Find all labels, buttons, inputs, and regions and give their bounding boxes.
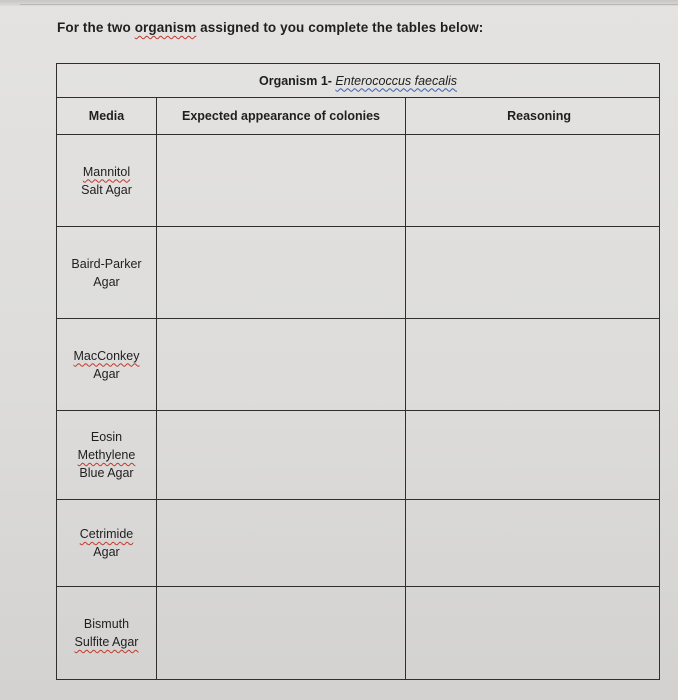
media-line: Blue Agar xyxy=(79,466,134,480)
media-line: Bismuth xyxy=(83,617,130,631)
expected-appearance-cell[interactable] xyxy=(157,587,406,680)
media-line: Eosin xyxy=(90,430,123,444)
column-header-reasoning: Reasoning xyxy=(406,98,660,135)
reasoning-cell[interactable] xyxy=(406,319,660,411)
media-cell xyxy=(57,500,157,587)
reasoning-cell[interactable] xyxy=(406,135,660,227)
instruction-text xyxy=(57,20,483,35)
media-line-word: Sulfite Agar xyxy=(74,635,139,649)
table-row xyxy=(57,227,660,319)
reasoning-cell[interactable] xyxy=(406,227,660,319)
expected-appearance-cell[interactable] xyxy=(157,500,406,587)
instruction-before: For the two xyxy=(57,20,131,35)
media-cell xyxy=(57,411,157,500)
media-line: Mannitol xyxy=(82,164,131,179)
media-cell xyxy=(57,319,157,411)
media-line xyxy=(57,633,156,651)
media-line: Baird-Parker xyxy=(71,256,142,271)
media-line: Cetrimide xyxy=(79,527,134,541)
instruction-after: assigned to you complete the tables below: xyxy=(200,20,484,35)
reasoning-cell[interactable] xyxy=(406,587,660,680)
organism-title xyxy=(57,64,660,98)
reasoning-cell[interactable] xyxy=(406,500,660,587)
media-line: Salt Agar xyxy=(81,182,132,197)
expected-appearance-cell[interactable] xyxy=(157,135,406,227)
media-line: Methylene xyxy=(77,448,136,462)
organism-title-prefix: Organism 1- xyxy=(259,73,332,88)
table-row xyxy=(57,135,660,227)
expected-appearance-cell[interactable] xyxy=(157,411,406,500)
media-line: MacConkey xyxy=(73,348,140,363)
column-header-media: Media xyxy=(57,98,157,135)
media-cell xyxy=(57,135,157,227)
media-line: Agar xyxy=(93,366,120,381)
media-cell xyxy=(57,227,157,319)
page-top-border xyxy=(0,0,678,6)
table-row xyxy=(57,500,660,587)
media-cell xyxy=(57,587,157,680)
expected-appearance-cell[interactable] xyxy=(157,227,406,319)
organism-name: Enterococcus faecalis xyxy=(335,73,458,88)
media-line: Agar xyxy=(93,545,120,559)
organism-table xyxy=(56,63,660,680)
instruction-word-organism: organism xyxy=(134,20,197,35)
table-row xyxy=(57,411,660,500)
media-line: Agar xyxy=(93,274,120,289)
table-row xyxy=(57,587,660,680)
expected-appearance-cell[interactable] xyxy=(157,319,406,411)
column-header-expected-appearance: Expected appearance of colonies xyxy=(157,98,406,135)
table-row xyxy=(57,319,660,411)
reasoning-cell[interactable] xyxy=(406,411,660,500)
